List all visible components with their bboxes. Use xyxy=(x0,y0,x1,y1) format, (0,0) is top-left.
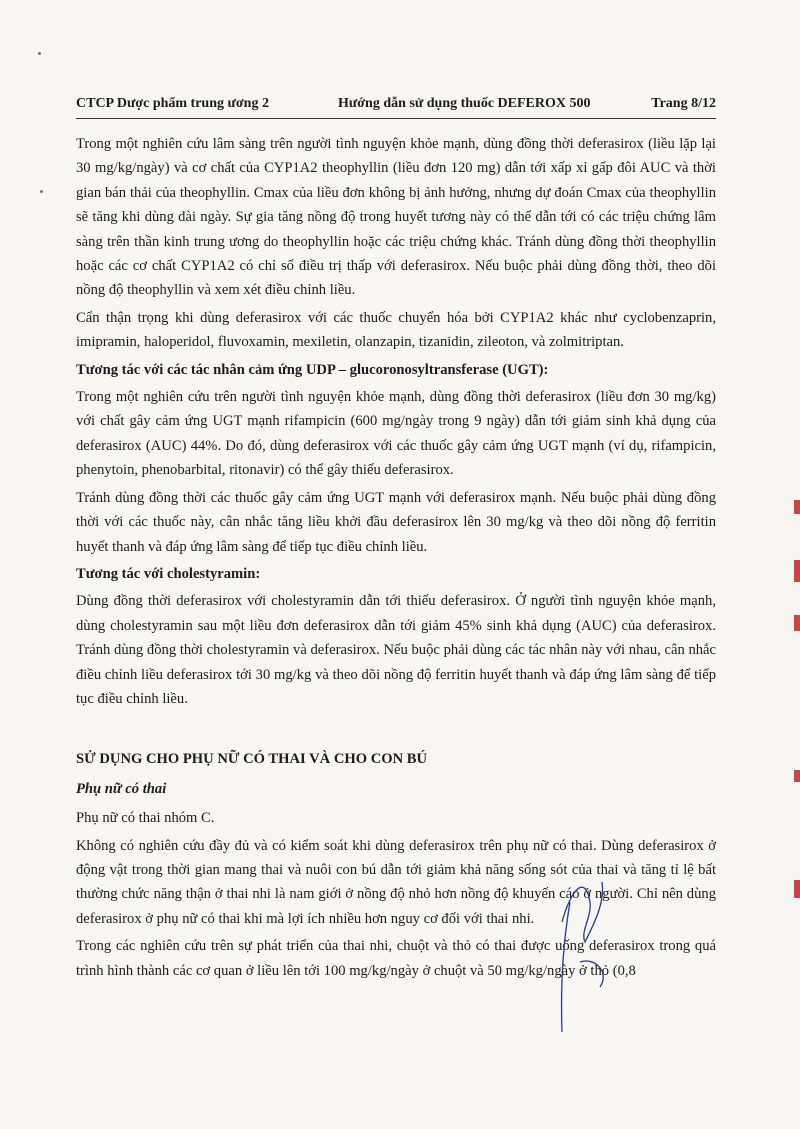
paragraph-rifampicin: Trong một nghiên cứu trên người tình nguyện khỏe mạnh, dùng đồng thời deferasirox (liều đơn 30 mg/kg) với chất gây cảm ứng UGT mạnh rifampicin (600 mg/ngày trong 9 ngày) dẫn tới giảm sinh khả dụng của deferasirox (AUC) 44%. Do đó, dùng deferasirox với các thuốc gây cảm ứng UGT mạnh (ví dụ, rifampicin, phenytoin, phenobarbital, ritonavir) có thể gây thiếu deferasirox. xyxy=(76,389,716,479)
edge-stamp-mark xyxy=(794,500,800,514)
subheading-ugt: Tương tác với các tác nhân cảm ứng UDP – glucoronosyltransferase (UGT): xyxy=(76,361,549,378)
scan-speck xyxy=(40,190,43,193)
paragraph-no-studies: Không có nghiên cứu đầy đủ và có kiểm soát khi dùng deferasirox trên phụ nữ có thai. Dùng deferasirox ở động vật trong thời gian mang thai và nuôi con bú dẫn tới giảm khả năng sống sót của thai và tăng tỉ lệ bất thường chức năng thận ở thai nhi là nam giới ở nồng độ nhỏ hơn nồng độ khuyến cáo ở người. Chỉ nên dùng deferasirox ở phụ nữ có thai khi mà lợi ích nhiều hơn nguy cơ đối với thai nhi. xyxy=(76,837,716,927)
scan-speck xyxy=(38,52,41,55)
paragraph-category-c: Phụ nữ có thai nhóm C. xyxy=(76,810,215,827)
header-page-number: Trang 8/12 xyxy=(651,96,716,111)
paragraph-cyp1a2: Cẩn thận trọng khi dùng deferasirox với các thuốc chuyển hóa bởi CYP1A2 khác như cyclobenzaprin, imipramin, haloperidol, fluvoxamin, mexiletin, olanzapin, tizanidin, zileoton, và zolmitriptan. xyxy=(76,309,716,351)
paragraph-theophyllin: Trong một nghiên cứu lâm sàng trên người tình nguyện khỏe mạnh, dùng đồng thời deferasirox (liều lặp lại 30 mg/kg/ngày) và cơ chất của CYP1A2 theophyllin (liều đơn 120 mg) dẫn tới xấp xỉ gấp đôi AUC và thời gian bán thải của theophyllin. Cmax của liều đơn không bị ảnh hưởng, nhưng dự đoán Cmax của theophyllin sẽ tăng khi dùng dài ngày. Sự gia tăng nồng độ trong huyết tương này có thể dẫn tới có các triệu chứng lâm sàng trên thần kinh trung ương do theophyllin hoặc các triệu chứng khác. Tránh dùng đồng thời theophyllin hoặc các cơ chất CYP1A2 có chỉ số điều trị thấp với deferasirox. Nếu buộc phải dùng đồng thời, theo dõi nồng độ theophyllin và xem xét điều chỉnh liều. xyxy=(76,136,716,299)
header-title: Hướng dẫn sử dụng thuốc DEFEROX 500 xyxy=(338,96,591,111)
edge-stamp-mark xyxy=(794,770,800,782)
paragraph-animal-studies: Trong các nghiên cứu trên sự phát triển của thai nhi, chuột và thỏ có thai được uống deferasirox trong quá trình hình thành các cơ quan ở liều lên tới 100 mg/kg/ngày ở chuột và 50 mg/kg/ngày ở thỏ (0,8 xyxy=(76,938,716,979)
subheading-cholestyramin: Tương tác với cholestyramin: xyxy=(76,565,261,582)
subheading-pregnant-women: Phụ nữ có thai xyxy=(76,780,167,797)
header-company: CTCP Dược phẩm trung ương 2 xyxy=(76,96,269,111)
paragraph-cholestyramin: Dùng đồng thời deferasirox với cholestyramin dẫn tới thiếu deferasirox. Ở người tình nguyện khỏe mạnh, dùng cholestyramin sau một liều đơn deferasirox dẫn tới giảm 45% sinh khả dụng (AUC) của deferasirox. Tránh dùng đồng thời cholestyramin và deferasirox. Nếu buộc phải dùng các tác nhân này với nhau, cân nhắc điều chỉnh liều deferasirox tới 30 mg/kg và theo dõi nồng độ ferritin huyết thanh và đáp ứng lâm sàng để tiếp tục điều chỉnh liều. xyxy=(76,593,716,707)
edge-stamp-mark xyxy=(794,615,800,631)
paragraph-ugt-avoid: Tránh dùng đồng thời các thuốc gây cảm ứng UGT mạnh với deferasirox mạnh. Nếu buộc phải dùng đồng thời với các thuốc này, cân nhắc tăng liều khởi đầu deferasirox lên 30 mg/kg và theo dõi nồng độ ferritin huyết thanh và đáp ứng lâm sàng để tiếp tục điều chỉnh liều. xyxy=(76,489,716,555)
page-header xyxy=(76,96,716,116)
edge-stamp-mark xyxy=(794,560,800,582)
handwritten-signature xyxy=(540,862,640,1042)
edge-stamp-mark xyxy=(794,880,800,898)
page-body xyxy=(76,132,716,986)
section-heading-pregnancy: SỬ DỤNG CHO PHỤ NỮ CÓ THAI VÀ CHO CON BÚ xyxy=(76,751,428,768)
header-rule xyxy=(76,118,716,119)
